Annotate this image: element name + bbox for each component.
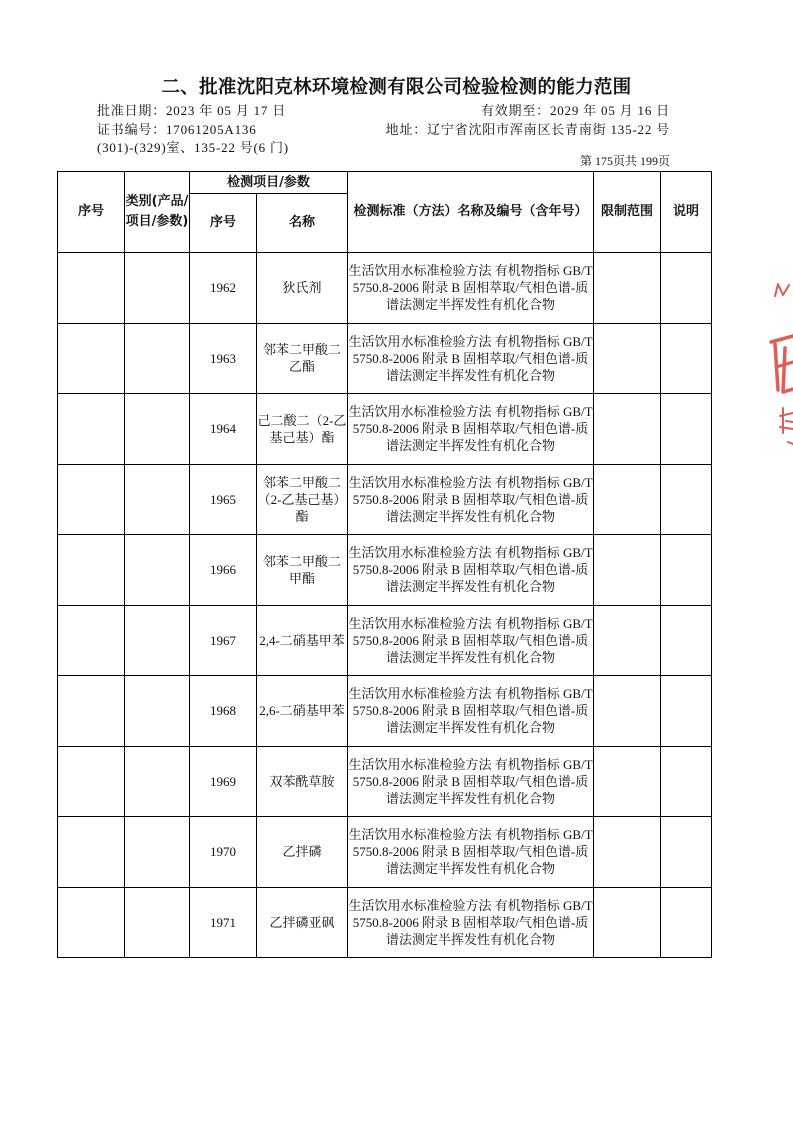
limit-cell	[594, 817, 661, 888]
category-cell	[125, 323, 190, 394]
item-seq-cell: 1965	[190, 464, 257, 535]
category-cell	[125, 394, 190, 465]
note-cell	[661, 323, 712, 394]
col-header-item-seq: 序号	[190, 194, 257, 253]
seq-cell	[58, 253, 125, 324]
item-seq-cell: 1969	[190, 746, 257, 817]
red-seal-fragment	[762, 270, 793, 460]
limit-cell	[594, 323, 661, 394]
limit-cell	[594, 676, 661, 747]
category-cell	[125, 676, 190, 747]
category-cell	[125, 535, 190, 606]
category-cell	[125, 887, 190, 958]
item-name-cell: 邻苯二甲酸二乙酯	[257, 323, 348, 394]
limit-cell	[594, 535, 661, 606]
limit-cell	[594, 605, 661, 676]
col-header-note: 说明	[661, 172, 712, 253]
approval-date: 批准日期：2023 年 05 月 17 日	[97, 103, 287, 118]
item-seq-cell: 1970	[190, 817, 257, 888]
standard-cell: 生活饮用水标准检验方法 有机物指标 GB/T 5750.8-2006 附录 B 固相萃取/气相色谱-质谱法测定半挥发性有机化合物	[348, 535, 594, 606]
note-cell	[661, 464, 712, 535]
table-row	[58, 464, 712, 535]
note-cell	[661, 887, 712, 958]
note-cell	[661, 746, 712, 817]
item-seq-cell: 1963	[190, 323, 257, 394]
table-row	[58, 676, 712, 747]
seq-cell	[58, 887, 125, 958]
limit-cell	[594, 887, 661, 958]
address-continuation: (301)-(329)室、135-22 号(6 门)	[97, 140, 289, 155]
standard-cell: 生活饮用水标准检验方法 有机物指标 GB/T 5750.8-2006 附录 B 固相萃取/气相色谱-质谱法测定半挥发性有机化合物	[348, 323, 594, 394]
capability-scope-table	[57, 171, 712, 958]
standard-cell: 生活饮用水标准检验方法 有机物指标 GB/T 5750.8-2006 附录 B 固相萃取/气相色谱-质谱法测定半挥发性有机化合物	[348, 464, 594, 535]
note-cell	[661, 253, 712, 324]
item-name-cell: 邻苯二甲酸二（2-乙基己基）酯	[257, 464, 348, 535]
col-header-item-group: 检测项目/参数	[190, 172, 348, 194]
limit-cell	[594, 464, 661, 535]
item-seq-cell: 1966	[190, 535, 257, 606]
item-name-cell: 己二酸二（2-乙基己基）酯	[257, 394, 348, 465]
table-row	[58, 394, 712, 465]
item-seq-cell: 1964	[190, 394, 257, 465]
col-header-category: 类别(产品/项目/参数)	[125, 172, 190, 253]
seq-cell	[58, 746, 125, 817]
item-name-cell: 双苯酰草胺	[257, 746, 348, 817]
note-cell	[661, 394, 712, 465]
item-seq-cell: 1962	[190, 253, 257, 324]
category-cell	[125, 817, 190, 888]
col-header-standard: 检测标准（方法）名称及编号（含年号）	[348, 172, 594, 253]
seq-cell	[58, 394, 125, 465]
document-title: 二、批准沈阳克林环境检测有限公司检验检测的能力范围	[161, 77, 632, 98]
page-info: 第 175页共 199页	[579, 154, 670, 168]
seq-cell	[58, 323, 125, 394]
limit-cell	[594, 394, 661, 465]
standard-cell: 生活饮用水标准检验方法 有机物指标 GB/T 5750.8-2006 附录 B 固相萃取/气相色谱-质谱法测定半挥发性有机化合物	[348, 605, 594, 676]
col-header-item-name: 名称	[257, 194, 348, 253]
note-cell	[661, 676, 712, 747]
item-name-cell: 2,6-二硝基甲苯	[257, 676, 348, 747]
table-row	[58, 817, 712, 888]
standard-cell: 生活饮用水标准检验方法 有机物指标 GB/T 5750.8-2006 附录 B 固相萃取/气相色谱-质谱法测定半挥发性有机化合物	[348, 676, 594, 747]
item-name-cell: 乙拌磷	[257, 817, 348, 888]
item-name-cell: 乙拌磷亚砜	[257, 887, 348, 958]
table-row	[58, 253, 712, 324]
note-cell	[661, 535, 712, 606]
header-row-1	[58, 172, 712, 194]
limit-cell	[594, 253, 661, 324]
table-row	[58, 323, 712, 394]
item-seq-cell: 1971	[190, 887, 257, 958]
seq-cell	[58, 605, 125, 676]
seq-cell	[58, 535, 125, 606]
standard-cell: 生活饮用水标准检验方法 有机物指标 GB/T 5750.8-2006 附录 B 固相萃取/气相色谱-质谱法测定半挥发性有机化合物	[348, 394, 594, 465]
table-row	[58, 605, 712, 676]
note-cell	[661, 605, 712, 676]
address: 地址：辽宁省沈阳市浑南区长青南街 135-22 号	[385, 122, 670, 137]
table-row	[58, 746, 712, 817]
category-cell	[125, 464, 190, 535]
standard-cell: 生活饮用水标准检验方法 有机物指标 GB/T 5750.8-2006 附录 B 固相萃取/气相色谱-质谱法测定半挥发性有机化合物	[348, 887, 594, 958]
seq-cell	[58, 817, 125, 888]
category-cell	[125, 605, 190, 676]
limit-cell	[594, 746, 661, 817]
standard-cell: 生活饮用水标准检验方法 有机物指标 GB/T 5750.8-2006 附录 B 固相萃取/气相色谱-质谱法测定半挥发性有机化合物	[348, 746, 594, 817]
category-cell	[125, 253, 190, 324]
item-name-cell: 狄氏剂	[257, 253, 348, 324]
certificate-number: 证书编号：17061205A136	[97, 122, 257, 137]
standard-cell: 生活饮用水标准检验方法 有机物指标 GB/T 5750.8-2006 附录 B 固相萃取/气相色谱-质谱法测定半挥发性有机化合物	[348, 817, 594, 888]
col-header-seq: 序号	[58, 172, 125, 253]
item-name-cell: 邻苯二甲酸二甲酯	[257, 535, 348, 606]
seq-cell	[58, 676, 125, 747]
note-cell	[661, 817, 712, 888]
seq-cell	[58, 464, 125, 535]
item-name-cell: 2,4-二硝基甲苯	[257, 605, 348, 676]
col-header-limit: 限制范围	[594, 172, 661, 253]
valid-until: 有效期至：2029 年 05 月 16 日	[480, 103, 670, 118]
item-seq-cell: 1967	[190, 605, 257, 676]
item-seq-cell: 1968	[190, 676, 257, 747]
category-cell	[125, 746, 190, 817]
table-row	[58, 535, 712, 606]
standard-cell: 生活饮用水标准检验方法 有机物指标 GB/T 5750.8-2006 附录 B 固相萃取/气相色谱-质谱法测定半挥发性有机化合物	[348, 253, 594, 324]
table-row	[58, 887, 712, 958]
